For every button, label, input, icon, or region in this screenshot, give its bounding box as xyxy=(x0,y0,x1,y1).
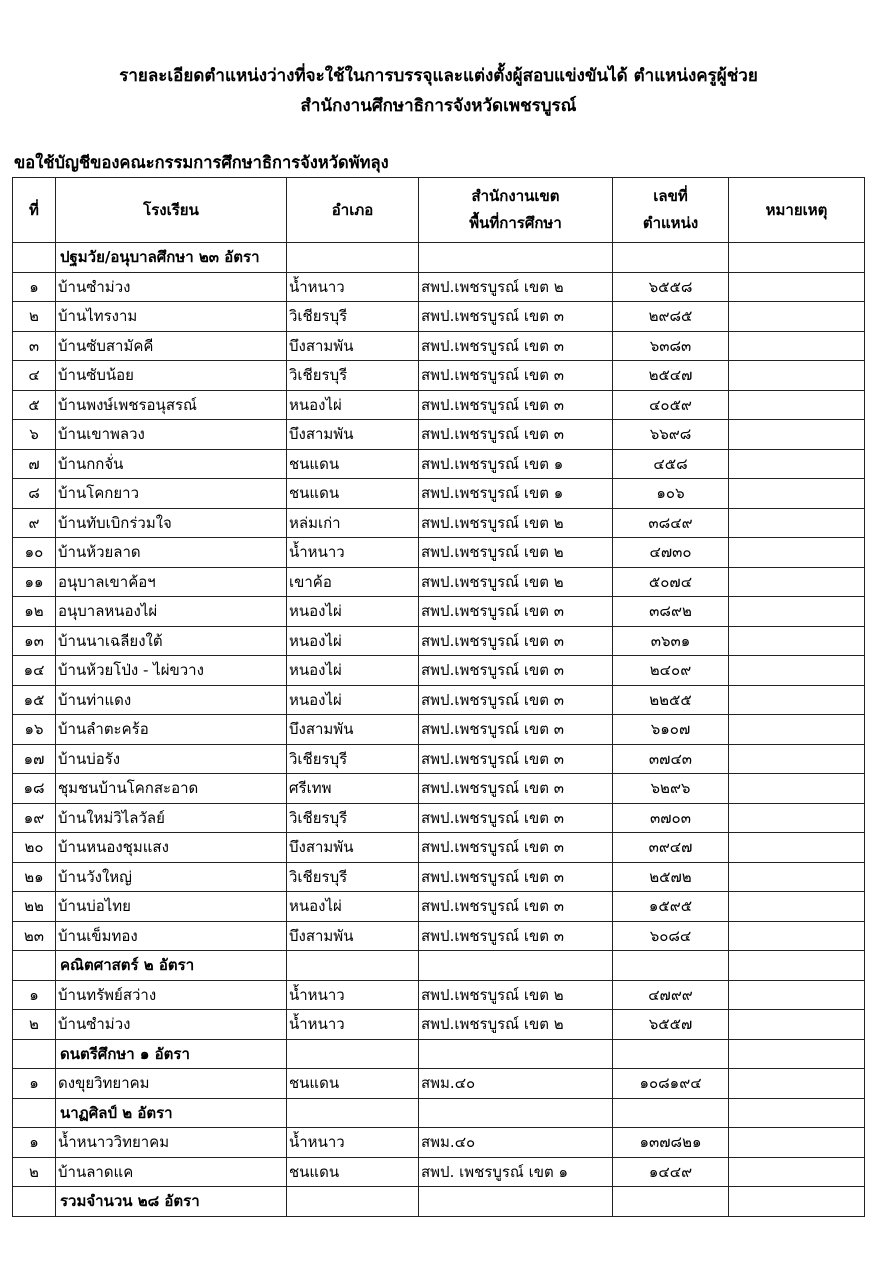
row-area: สพป.เพชรบูรณ์ เขต ๒ xyxy=(419,538,613,568)
row-school: บ้านวังใหญ่ xyxy=(56,862,287,892)
row-remark xyxy=(729,774,865,804)
row-position-code: ๑๕๙๕ xyxy=(613,892,729,922)
row-no: ๑ xyxy=(13,272,56,302)
row-remark xyxy=(729,715,865,745)
header-school: โรงเรียน xyxy=(56,178,287,243)
row-area: สพม.๔๐ xyxy=(419,1128,613,1158)
row-position-code: ๖๕๕๘ xyxy=(613,272,729,302)
row-school: บ้านบ่อไทย xyxy=(56,892,287,922)
row-remark xyxy=(729,626,865,656)
row-district: หนองไผ่ xyxy=(287,626,419,656)
row-position-code: ๔๗๓๐ xyxy=(613,538,729,568)
row-school: บ้านลาดแค xyxy=(56,1157,287,1187)
row-school: บ้านเข็มทอง xyxy=(56,921,287,951)
total-label: รวมจำนวน ๒๘ อัตรา xyxy=(56,1187,287,1217)
section-label: ปฐมวัย/อนุบาลศึกษา ๒๓ อัตรา xyxy=(56,243,287,273)
row-remark xyxy=(729,1157,865,1187)
row-remark xyxy=(729,980,865,1010)
row-area: สพป.เพชรบูรณ์ เขต ๓ xyxy=(419,390,613,420)
row-no: ๘ xyxy=(13,479,56,509)
row-area: สพป.เพชรบูรณ์ เขต ๓ xyxy=(419,774,613,804)
row-school: บ้านทับเบิกร่วมใจ xyxy=(56,508,287,538)
row-school: น้ำหนาววิทยาคม xyxy=(56,1128,287,1158)
section-district-cell xyxy=(287,243,419,273)
row-no: ๒ xyxy=(13,1157,56,1187)
row-position-code: ๕๐๗๔ xyxy=(613,567,729,597)
row-no: ๖ xyxy=(13,420,56,450)
table-row xyxy=(13,390,865,420)
row-remark xyxy=(729,449,865,479)
row-area: สพป.เพชรบูรณ์ เขต ๓ xyxy=(419,656,613,686)
section-code-cell xyxy=(613,1039,729,1069)
table-row xyxy=(13,479,865,509)
section-district-cell xyxy=(287,1098,419,1128)
row-remark xyxy=(729,685,865,715)
row-remark xyxy=(729,862,865,892)
row-position-code: ๔๗๙๙ xyxy=(613,980,729,1010)
row-area: สพป.เพชรบูรณ์ เขต ๓ xyxy=(419,597,613,627)
row-area: สพป.เพชรบูรณ์ เขต ๓ xyxy=(419,331,613,361)
row-no: ๕ xyxy=(13,390,56,420)
row-area: สพป.เพชรบูรณ์ เขต ๑ xyxy=(419,479,613,509)
row-district: น้ำหนาว xyxy=(287,538,419,568)
row-no: ๓ xyxy=(13,331,56,361)
table-row xyxy=(13,774,865,804)
table-row xyxy=(13,685,865,715)
row-district: บึงสามพัน xyxy=(287,833,419,863)
row-school: บ้านซำม่วง xyxy=(56,272,287,302)
row-school: บ้านห้วยโป่ง - ไผ่ขวาง xyxy=(56,656,287,686)
row-no: ๒ xyxy=(13,1010,56,1040)
table-row xyxy=(13,1157,865,1187)
row-area: สพป.เพชรบูรณ์ เขต ๓ xyxy=(419,420,613,450)
row-school: บ้านซับน้อย xyxy=(56,361,287,391)
table-row xyxy=(13,449,865,479)
table-row xyxy=(13,1128,865,1158)
section-area-cell xyxy=(419,243,613,273)
section-no-cell xyxy=(13,243,56,273)
section-remark-cell xyxy=(729,1098,865,1128)
row-position-code: ๖๓๘๓ xyxy=(613,331,729,361)
table-row xyxy=(13,803,865,833)
row-no: ๑๒ xyxy=(13,597,56,627)
row-remark xyxy=(729,656,865,686)
row-remark xyxy=(729,272,865,302)
header-remark: หมายเหตุ xyxy=(729,178,865,243)
row-no: ๔ xyxy=(13,361,56,391)
request-line: ขอใช้บัญชีของคณะกรรมการศึกษาธิการจังหวัดพัทลุง xyxy=(14,153,389,172)
row-no: ๑๗ xyxy=(13,744,56,774)
row-remark xyxy=(729,1010,865,1040)
row-position-code: ๑๐๖ xyxy=(613,479,729,509)
row-area: สพป.เพชรบูรณ์ เขต ๓ xyxy=(419,862,613,892)
total-row xyxy=(13,1187,865,1217)
header-area-line2: พื้นที่การศึกษา xyxy=(469,214,562,232)
row-area: สพป. เพชรบูรณ์ เขต ๑ xyxy=(419,1157,613,1187)
header-district: อำเภอ xyxy=(287,178,419,243)
table-row xyxy=(13,744,865,774)
row-remark xyxy=(729,921,865,951)
section-no-cell xyxy=(13,951,56,981)
row-position-code: ๑๐๘๑๙๔ xyxy=(613,1069,729,1099)
row-area: สพป.เพชรบูรณ์ เขต ๒ xyxy=(419,272,613,302)
table-row xyxy=(13,361,865,391)
row-area: สพป.เพชรบูรณ์ เขต ๓ xyxy=(419,361,613,391)
row-district: น้ำหนาว xyxy=(287,1010,419,1040)
header-position xyxy=(613,178,729,243)
row-no: ๙ xyxy=(13,508,56,538)
row-position-code: ๓๗๐๓ xyxy=(613,803,729,833)
row-area: สพป.เพชรบูรณ์ เขต ๓ xyxy=(419,744,613,774)
table-row xyxy=(13,1010,865,1040)
section-no-cell xyxy=(13,1039,56,1069)
row-remark xyxy=(729,420,865,450)
row-position-code: ๔๕๘ xyxy=(613,449,729,479)
section-label: นาฏศิลป์ ๒ อัตรา xyxy=(56,1098,287,1128)
table-header-row xyxy=(13,178,865,243)
row-area: สพป.เพชรบูรณ์ เขต ๓ xyxy=(419,302,613,332)
row-no: ๒ xyxy=(13,302,56,332)
row-district: หนองไผ่ xyxy=(287,685,419,715)
row-area: สพป.เพชรบูรณ์ เขต ๓ xyxy=(419,685,613,715)
section-district-cell xyxy=(287,1039,419,1069)
section-district-cell xyxy=(287,951,419,981)
total-district-cell xyxy=(287,1187,419,1217)
vacancy-table xyxy=(12,177,865,1217)
row-remark xyxy=(729,1069,865,1099)
row-district: บึงสามพัน xyxy=(287,420,419,450)
row-district: วิเชียรบุรี xyxy=(287,744,419,774)
row-school: บ้านเขาพลวง xyxy=(56,420,287,450)
row-district: หนองไผ่ xyxy=(287,390,419,420)
row-school: บ้านบ่อรัง xyxy=(56,744,287,774)
row-school: บ้านทรัพย์สว่าง xyxy=(56,980,287,1010)
section-row xyxy=(13,243,865,273)
section-remark-cell xyxy=(729,951,865,981)
table-row xyxy=(13,567,865,597)
row-position-code: ๖๑๐๗ xyxy=(613,715,729,745)
row-area: สพป.เพชรบูรณ์ เขต ๒ xyxy=(419,1010,613,1040)
row-position-code: ๖๐๘๔ xyxy=(613,921,729,951)
table-row xyxy=(13,1069,865,1099)
row-district: หนองไผ่ xyxy=(287,892,419,922)
row-school: บ้านพงษ์เพชรอนุสรณ์ xyxy=(56,390,287,420)
row-school: บ้านหนองชุมแสง xyxy=(56,833,287,863)
total-area-cell xyxy=(419,1187,613,1217)
row-no: ๒๐ xyxy=(13,833,56,863)
row-remark xyxy=(729,1128,865,1158)
row-no: ๑ xyxy=(13,1128,56,1158)
section-row xyxy=(13,951,865,981)
table-row xyxy=(13,508,865,538)
row-school: บ้านกกจั่น xyxy=(56,449,287,479)
row-district: หนองไผ่ xyxy=(287,656,419,686)
row-area: สพป.เพชรบูรณ์ เขต ๓ xyxy=(419,715,613,745)
row-school: บ้านโคกยาว xyxy=(56,479,287,509)
table-row xyxy=(13,626,865,656)
row-no: ๑๕ xyxy=(13,685,56,715)
row-area: สพป.เพชรบูรณ์ เขต ๓ xyxy=(419,921,613,951)
row-remark xyxy=(729,479,865,509)
table-row xyxy=(13,656,865,686)
row-district: น้ำหนาว xyxy=(287,272,419,302)
row-district: ศรีเทพ xyxy=(287,774,419,804)
row-position-code: ๒๙๘๕ xyxy=(613,302,729,332)
table-row xyxy=(13,538,865,568)
table-row xyxy=(13,331,865,361)
row-school: บ้านไทรงาม xyxy=(56,302,287,332)
row-position-code: ๓๖๓๑ xyxy=(613,626,729,656)
row-position-code: ๖๖๙๘ xyxy=(613,420,729,450)
row-school: บ้านท่าแดง xyxy=(56,685,287,715)
row-school: บ้านซำม่วง xyxy=(56,1010,287,1040)
section-code-cell xyxy=(613,243,729,273)
row-district: วิเชียรบุรี xyxy=(287,803,419,833)
row-area: สพป.เพชรบูรณ์ เขต ๓ xyxy=(419,626,613,656)
row-position-code: ๒๕๔๗ xyxy=(613,361,729,391)
row-school: ดงขุยวิทยาคม xyxy=(56,1069,287,1099)
row-position-code: ๑๓๗๘๒๑ xyxy=(613,1128,729,1158)
row-area: สพป.เพชรบูรณ์ เขต ๓ xyxy=(419,803,613,833)
row-area: สพป.เพชรบูรณ์ เขต ๓ xyxy=(419,892,613,922)
row-position-code: ๒๕๗๒ xyxy=(613,862,729,892)
row-area: สพป.เพชรบูรณ์ เขต ๒ xyxy=(419,567,613,597)
row-no: ๑๖ xyxy=(13,715,56,745)
section-label: ดนตรีศึกษา ๑ อัตรา xyxy=(56,1039,287,1069)
row-school: บ้านห้วยลาด xyxy=(56,538,287,568)
row-no: ๑๐ xyxy=(13,538,56,568)
header-no: ที่ xyxy=(13,178,56,243)
row-district: บึงสามพัน xyxy=(287,331,419,361)
row-area: สพป.เพชรบูรณ์ เขต ๑ xyxy=(419,449,613,479)
row-no: ๒๓ xyxy=(13,921,56,951)
document-title: รายละเอียดตำแหน่งว่างที่จะใช้ในการบรรจุและแต่งตั้งผู้สอบแข่งขันได้ ตำแหน่งครูผู้ช่วย xyxy=(119,66,758,86)
row-district: วิเชียรบุรี xyxy=(287,302,419,332)
row-position-code: ๓๗๔๓ xyxy=(613,744,729,774)
row-district: เขาค้อ xyxy=(287,567,419,597)
table-body xyxy=(13,243,865,1217)
row-school: บ้านใหม่วิไลวัลย์ xyxy=(56,803,287,833)
total-remark-cell xyxy=(729,1187,865,1217)
header-area xyxy=(419,178,613,243)
row-position-code: ๓๘๙๒ xyxy=(613,597,729,627)
row-no: ๗ xyxy=(13,449,56,479)
row-position-code: ๓๘๔๙ xyxy=(613,508,729,538)
row-remark xyxy=(729,744,865,774)
row-position-code: ๑๔๔๙ xyxy=(613,1157,729,1187)
row-remark xyxy=(729,803,865,833)
row-position-code: ๒๒๕๕ xyxy=(613,685,729,715)
row-area: สพม.๔๐ xyxy=(419,1069,613,1099)
section-row xyxy=(13,1098,865,1128)
row-remark xyxy=(729,508,865,538)
section-no-cell xyxy=(13,1098,56,1128)
section-remark-cell xyxy=(729,243,865,273)
row-no: ๑ xyxy=(13,980,56,1010)
row-remark xyxy=(729,833,865,863)
table-row xyxy=(13,862,865,892)
table-row xyxy=(13,980,865,1010)
row-school: อนุบาลหนองไผ่ xyxy=(56,597,287,627)
table-row xyxy=(13,302,865,332)
row-district: น้ำหนาว xyxy=(287,980,419,1010)
row-area: สพป.เพชรบูรณ์ เขต ๓ xyxy=(419,833,613,863)
row-district: วิเชียรบุรี xyxy=(287,862,419,892)
total-code-cell xyxy=(613,1187,729,1217)
table-row xyxy=(13,597,865,627)
total-no-cell xyxy=(13,1187,56,1217)
section-area-cell xyxy=(419,951,613,981)
section-remark-cell xyxy=(729,1039,865,1069)
row-no: ๑ xyxy=(13,1069,56,1099)
row-district: หนองไผ่ xyxy=(287,597,419,627)
row-district: ชนแดน xyxy=(287,1157,419,1187)
row-position-code: ๖๒๙๖ xyxy=(613,774,729,804)
row-no: ๑๙ xyxy=(13,803,56,833)
section-row xyxy=(13,1039,865,1069)
row-area: สพป.เพชรบูรณ์ เขต ๒ xyxy=(419,980,613,1010)
row-district: วิเชียรบุรี xyxy=(287,361,419,391)
table-row xyxy=(13,833,865,863)
row-district: ชนแดน xyxy=(287,449,419,479)
row-position-code: ๔๐๕๙ xyxy=(613,390,729,420)
row-school: ชุมชนบ้านโคกสะอาด xyxy=(56,774,287,804)
row-no: ๑๑ xyxy=(13,567,56,597)
row-district: ชนแดน xyxy=(287,479,419,509)
row-no: ๑๘ xyxy=(13,774,56,804)
table-row xyxy=(13,420,865,450)
row-district: บึงสามพัน xyxy=(287,715,419,745)
row-district: ชนแดน xyxy=(287,1069,419,1099)
document-subtitle: สำนักงานศึกษาธิการจังหวัดเพชรบูรณ์ xyxy=(300,96,577,116)
row-district: หล่มเก่า xyxy=(287,508,419,538)
row-remark xyxy=(729,892,865,922)
row-remark xyxy=(729,538,865,568)
row-remark xyxy=(729,302,865,332)
row-area: สพป.เพชรบูรณ์ เขต ๒ xyxy=(419,508,613,538)
section-area-cell xyxy=(419,1098,613,1128)
header-position-line1: เลขที่ xyxy=(653,187,688,205)
row-remark xyxy=(729,331,865,361)
row-position-code: ๓๙๔๗ xyxy=(613,833,729,863)
table-row xyxy=(13,921,865,951)
row-school: บ้านนาเฉลียงใต้ xyxy=(56,626,287,656)
row-position-code: ๒๔๐๙ xyxy=(613,656,729,686)
row-district: บึงสามพัน xyxy=(287,921,419,951)
row-remark xyxy=(729,567,865,597)
table-row xyxy=(13,892,865,922)
row-remark xyxy=(729,361,865,391)
table-row xyxy=(13,715,865,745)
header-position-line2: ตำแหน่ง xyxy=(642,214,699,232)
row-no: ๒๒ xyxy=(13,892,56,922)
row-district: น้ำหนาว xyxy=(287,1128,419,1158)
row-position-code: ๖๕๕๗ xyxy=(613,1010,729,1040)
section-code-cell xyxy=(613,1098,729,1128)
table-row xyxy=(13,272,865,302)
row-remark xyxy=(729,597,865,627)
row-school: อนุบาลเขาค้อฯ xyxy=(56,567,287,597)
row-school: บ้านลำตะคร้อ xyxy=(56,715,287,745)
section-label: คณิตศาสตร์ ๒ อัตรา xyxy=(56,951,287,981)
section-area-cell xyxy=(419,1039,613,1069)
row-no: ๑๔ xyxy=(13,656,56,686)
row-school: บ้านซับสามัคคี xyxy=(56,331,287,361)
row-remark xyxy=(729,390,865,420)
row-no: ๒๑ xyxy=(13,862,56,892)
row-no: ๑๓ xyxy=(13,626,56,656)
header-area-line1: สำนักงานเขต xyxy=(471,187,560,205)
section-code-cell xyxy=(613,951,729,981)
